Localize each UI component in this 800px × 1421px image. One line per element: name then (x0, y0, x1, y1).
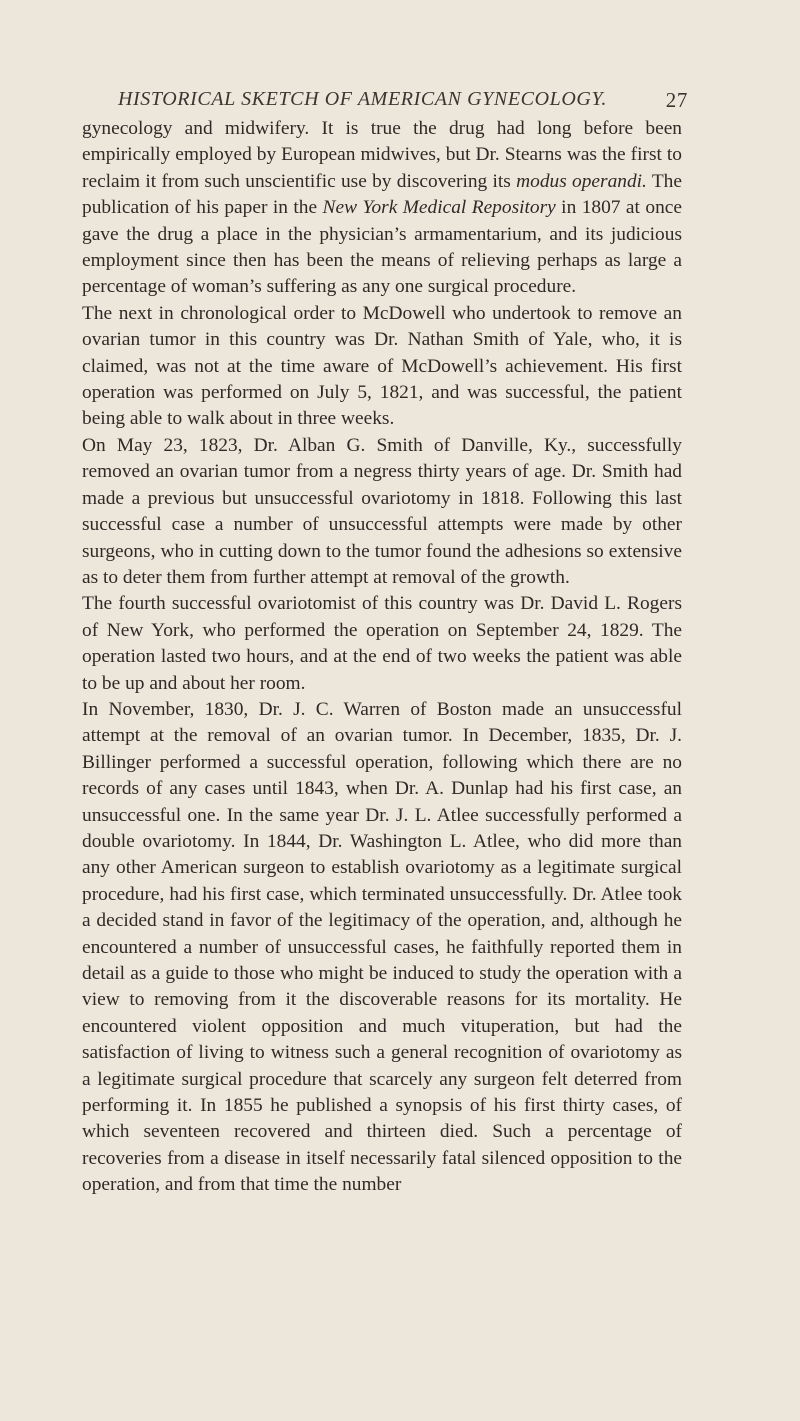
paragraph-1-italic-modus-operandi: modus operandi. (516, 170, 647, 192)
paragraph-5: In November, 1830, Dr. J. C. Warren of Boston made an unsuccessful attempt at the removal of an ovarian tumor. In December, 1835, Dr. J. Billinger performed a successful operation, following which there are no records of any cases until 1843, when Dr. A. Dunlap had his first case, an unsuccessful one. In the same year Dr. J. L. Atlee successfully performed a double ovariotomy. In 1844, Dr. Washington L. Atlee, who did more than any other American surgeon to establish ovariotomy as a legitimate surgical procedure, had his first case, which terminated unsuccessfully. Dr. Atlee took a decided stand in favor of the legitimacy of the operation, and, although he encountered a number of unsuccessful cases, he faithfully reported them in detail as a guide to those who might be induced to study the operation with a view to removing from it the discoverable reasons for its mortality. He encountered violent opposition and much vituperation, but had the satisfaction of living to witness such a general recognition of ovariotomy as a legitimate surgical procedure that scarcely any surgeon felt deterred from performing it. In 1855 he published a synopsis of his first thirty cases, of which seventeen recovered and thirteen died. Such a percentage of recoveries from a disease in itself necessarily fatal silenced opposition to the operation, and from that time the number (82, 698, 682, 1196)
paragraph-1-text-a: gynecology and midwifery. It is true the drug had long before been empirically employed by European midwives, but Dr. Stearns was the first to reclaim it from such unscientific use by discovering its (82, 118, 682, 192)
paragraph-1-text-c: in 1807 at once gave the drug a place in the physician’s armamentarium, and its judicious employment since then has been the means of relieving perhaps as large a percentage of woman’s suffering as any one surgical procedure. (82, 197, 682, 298)
body-text (82, 116, 682, 1199)
paragraph-3: On May 23, 1823, Dr. Alban G. Smith of Danville, Ky., successfully removed an ovarian tumor from a negress thirty years of age. Dr. Smith had made a previous but unsuccessful ovariotomy in 1818. Following this last successful case a number of unsuccessful attempts were made by other surgeons, who in cutting down to the tumor found the adhesions so extensive as to deter them from further attempt at removal of the growth. (82, 434, 682, 588)
page-number: 27 (665, 88, 688, 112)
paragraph-1-italic-journal-title: New York Medical Repository (322, 197, 556, 219)
paragraph-1-text-b: The publication of his paper in the (82, 170, 682, 219)
paragraph-4: The fourth successful ovariotomist of this country was Dr. David L. Rogers of New York, who performed the operation on September 24, 1829. The operation lasted two hours, and at the end of two weeks the patient was able to be up and about her room. (82, 593, 682, 694)
paragraph-1 (82, 116, 682, 301)
running-head-title: HISTORICAL SKETCH OF AMERICAN GYNECOLOGY. (118, 88, 607, 110)
paragraph-2: The next in chronological order to McDowell who undertook to remove an ovarian tumor in this country was Dr. Nathan Smith of Yale, who, it is claimed, was not at the time aware of McDowell’s achievement. His first operation was performed on July 5, 1821, and was successful, the patient being able to walk about in three weeks. (82, 302, 682, 430)
